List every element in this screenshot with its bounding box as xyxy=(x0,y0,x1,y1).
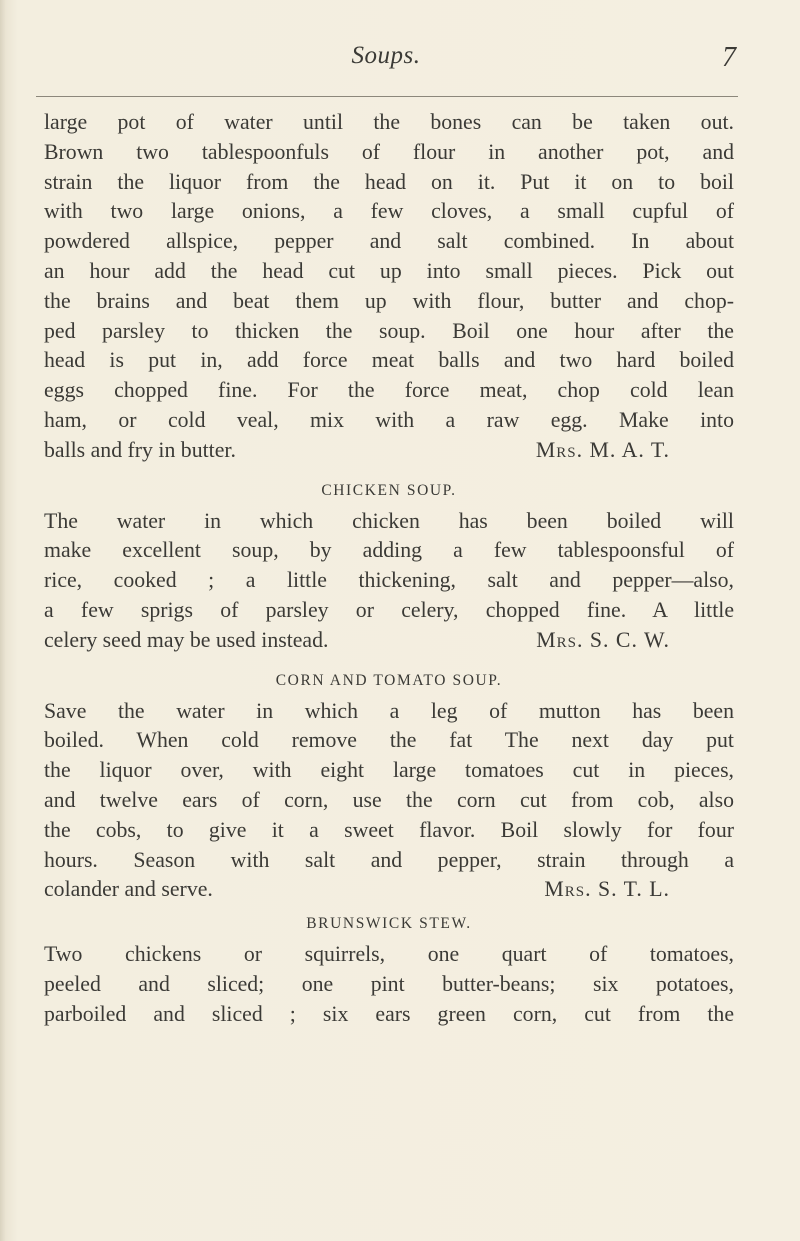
text-line: boiled. When cold remove the fat The next day put xyxy=(44,728,734,753)
text-line: an hour add the head cut up into small pieces. Pick out xyxy=(44,258,734,283)
text-line: balls and fry in butter. xyxy=(44,437,236,462)
signed-line xyxy=(44,626,734,656)
signed-line xyxy=(44,436,734,466)
text-line: with two large onions, a few cloves, a small cupful of xyxy=(44,199,734,224)
text-line: colander and serve. xyxy=(44,877,213,902)
text-line: hours. Season with salt and pepper, strain through a xyxy=(44,847,734,872)
recipe-signature: Mrs. S. C. W. xyxy=(536,627,670,652)
text-line: Save the water in which a leg of mutton has been xyxy=(44,698,734,723)
text-line: The water in which chicken has been boiled will xyxy=(44,508,734,533)
recipe-signature: Mrs. M. A. T. xyxy=(535,437,670,462)
text-line: the brains and beat them up with flour, butter and chop- xyxy=(44,288,734,313)
recipe-brunswick-stew xyxy=(44,907,734,1029)
body-text xyxy=(44,108,734,1030)
text-line: large pot of water until the bones can be taken out. xyxy=(44,110,734,134)
text-line: a few sprigs of parsley or celery, chopped fine. A little xyxy=(44,597,734,622)
recipe-chicken-soup xyxy=(44,474,734,656)
recipe-heading: CHICKEN SOUP. xyxy=(321,481,457,499)
recipe-corn-tomato-soup xyxy=(44,664,734,906)
text-line: Brown two tablespoonfuls of flour in another pot, and xyxy=(44,139,734,164)
header-rule xyxy=(36,96,738,97)
text-line: head is put in, add force meat balls and two hard boiled xyxy=(44,348,734,373)
running-title: Soups. xyxy=(351,42,421,69)
text-line: rice, cooked ; a little thickening, salt and pepper—also, xyxy=(44,568,734,593)
text-line: and twelve ears of corn, use the corn cut from cob, also xyxy=(44,787,734,812)
page-number: 7 xyxy=(722,42,736,73)
text-line: make excellent soup, by adding a few tablespoonsful of xyxy=(44,538,734,563)
text-line: the liquor over, with eight large tomatoes cut in pieces, xyxy=(44,758,734,783)
text-line: strain the liquor from the head on it. Put it on to boil xyxy=(44,169,734,194)
text-line: ham, or cold veal, mix with a raw egg. Make into xyxy=(44,407,734,432)
text-line: eggs chopped fine. For the force meat, chop cold lean xyxy=(44,378,734,403)
paragraph-continuation xyxy=(44,108,734,466)
text-line: Two chickens or squirrels, one quart of tomatoes, xyxy=(44,942,734,967)
text-line: celery seed may be used instead. xyxy=(44,627,329,652)
recipe-heading: CORN AND TOMATO SOUP. xyxy=(275,671,503,689)
recipe-signature: Mrs. S. T. L. xyxy=(544,877,670,902)
text-line: powdered allspice, pepper and salt combined. In about xyxy=(44,229,734,254)
page-header xyxy=(36,42,736,82)
text-line: parboiled and sliced ; six ears green corn, cut from the xyxy=(44,1001,734,1026)
signed-line xyxy=(44,875,734,905)
text-line: peeled and sliced; one pint butter-beans; six potatoes, xyxy=(44,971,734,996)
recipe-heading: BRUNSWICK STEW. xyxy=(306,915,472,933)
text-line: ped parsley to thicken the soup. Boil one hour after the xyxy=(44,318,734,343)
text-line: the cobs, to give it a sweet flavor. Boil slowly for four xyxy=(44,817,734,842)
